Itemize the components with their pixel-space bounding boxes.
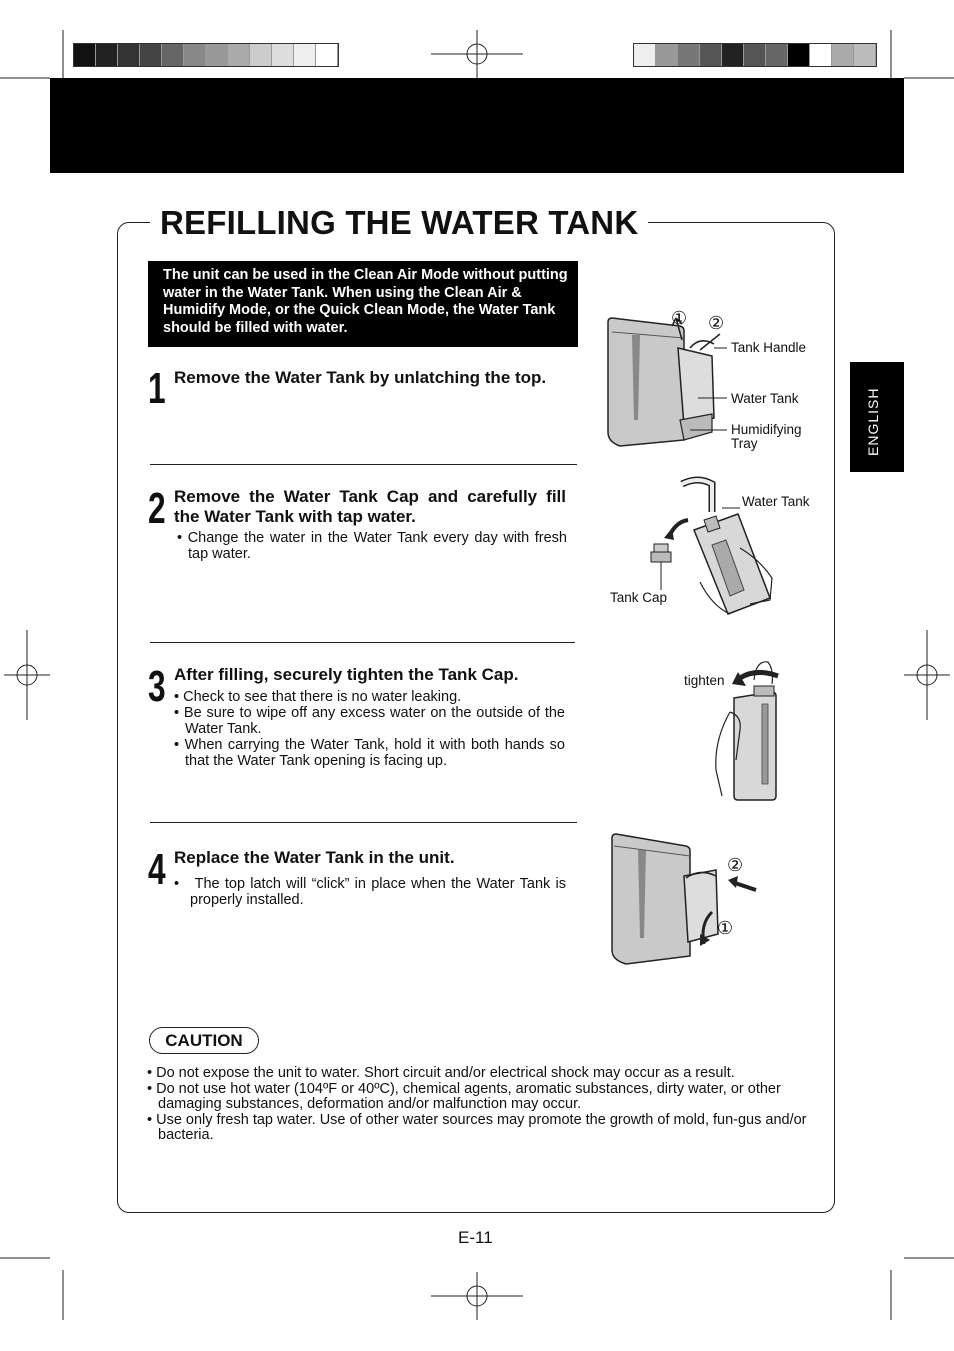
step-heading-1: Remove the Water Tank by unlatching the top. [174,368,547,387]
step-heading-2: Remove the Water Tank Cap and carefully fill the Water Tank with tap water. [174,487,566,526]
step-number-2: 2 [148,484,166,533]
label-mark-1: ① [671,308,688,328]
label-tank-handle: Tank Handle [731,340,807,355]
label-mark-1-fig4: ① [717,918,734,938]
list-item: • Do not use hot water (104ºF or 40ºC), chemical agents, aromatic substances, dirty water, or other damaging substances, deformation and/or malfunction may occur. [147,1080,781,1112]
list-item: • The top latch will “click” in place when the Water Tank is properly installed. [174,876,566,908]
page-number: E-11 [458,1228,493,1247]
list-item: • Do not expose the unit to water. Short circuit and/or electrical shock may occur as a result. [147,1065,735,1081]
step-number-1: 1 [148,364,166,413]
list-item: • When carrying the Water Tank, hold it with both hands so that the Water Tank opening is facing up. [174,737,565,769]
list-item: • Use only fresh tap water. Use of other water sources may promote the growth of mold, fun-gus and/or bacteria. [147,1111,807,1143]
label-water-tank: Water Tank [731,391,799,406]
label-mark-2: ② [708,313,725,333]
label-humidifying-line1: Humidifying [731,422,802,437]
step-number-4: 4 [148,845,166,894]
label-tank-cap: Tank Cap [610,590,668,605]
step-number-3: 3 [148,662,166,711]
step-heading-4: Replace the Water Tank in the unit. [174,848,455,867]
intro-notice: The unit can be used in the Clean Air Mode without putting water in the Water Tank. When using the Clean Air & Humidify Mode, or the Quick Clean Mode, the Water Tank should be filled with water. [148,261,578,347]
language-tab-label: ENGLISH [865,387,881,456]
label-humidifying-line2: Tray [731,436,758,451]
step-heading-3: After filling, securely tighten the Tank Cap. [174,665,519,684]
page-title: REFILLING THE WATER TANK [150,200,648,246]
list-item: • Check to see that there is no water leaking. [174,689,462,705]
label-water-tank-2: Water Tank [742,494,810,509]
label-mark-2-fig4: ② [727,855,744,875]
label-tighten: tighten [684,673,725,688]
caution-badge: CAUTION [149,1027,259,1054]
caution-list [147,1066,807,1144]
list-item: • Change the water in the Water Tank every day with fresh tap water. [177,530,567,562]
list-item: • Be sure to wipe off any excess water on the outside of the Water Tank. [174,705,565,737]
